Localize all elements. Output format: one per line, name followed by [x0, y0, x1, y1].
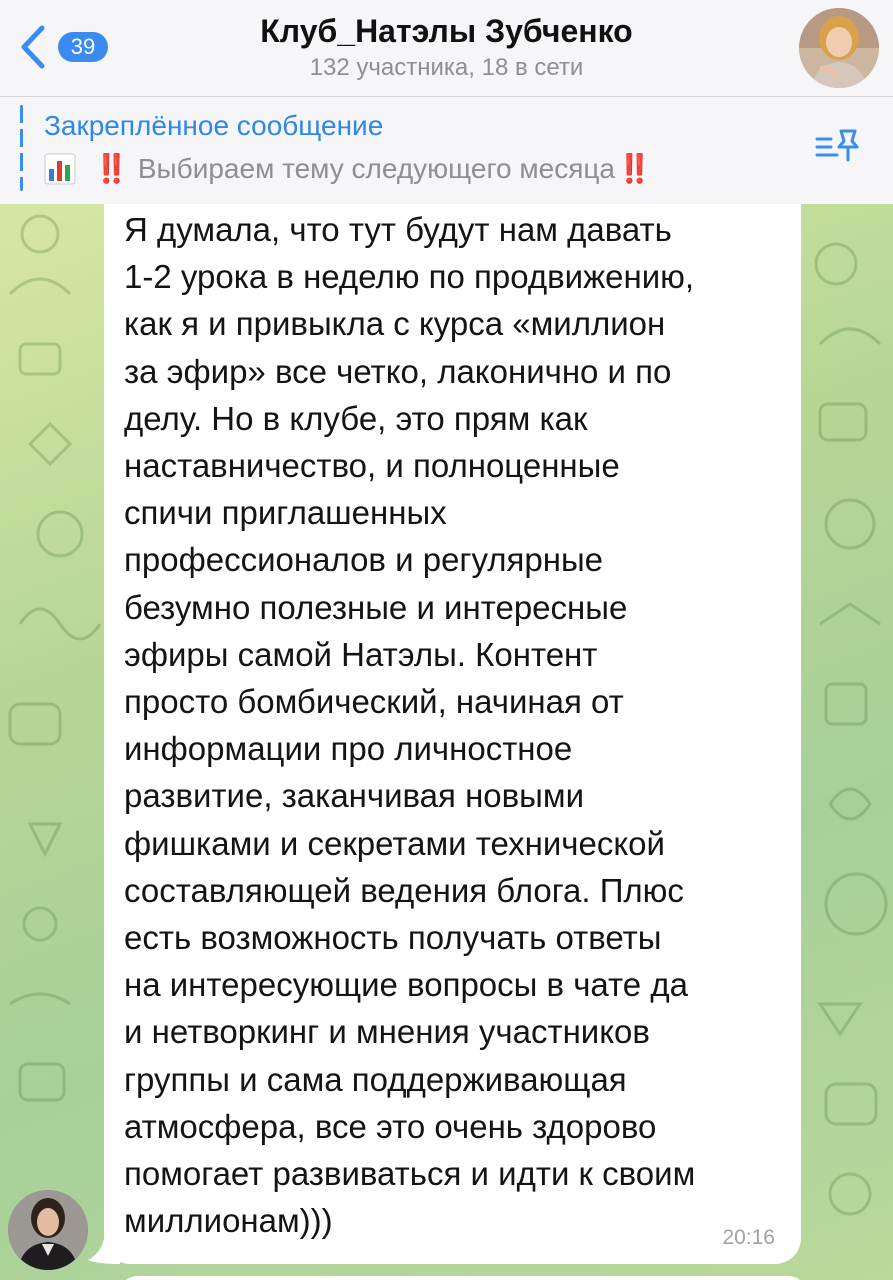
chat-subtitle: 132 участника, 18 в сети: [309, 54, 584, 81]
message-time: 20:16: [722, 1226, 775, 1249]
chat-title: Клуб_Натэлы Зубченко: [260, 13, 633, 49]
double-exclamation-icon: ‼️: [94, 153, 126, 184]
sender-avatar-image: [8, 1190, 88, 1270]
back-button[interactable]: [14, 22, 108, 72]
pinned-message-bar[interactable]: [0, 96, 893, 204]
double-exclamation-icon: ‼️: [617, 153, 649, 184]
next-message-bubble: [118, 1276, 808, 1280]
pin-list-icon[interactable]: [813, 127, 863, 167]
pinned-preview-text: Выбираем тему следующего месяца: [137, 153, 615, 184]
unread-count-badge: 39: [58, 32, 108, 62]
chat-header: [0, 0, 893, 96]
message-text: Я думала, что тут будут нам давать 1-2 урока в неделю по продвижению, как я и привыкла с курса «миллион за эфир» все четко, лаконично и по делу. Но в клубе, это прям как наставничество, и полноценные спичи приглашенных профессионалов и регулярные безумно полезные и интересные эфиры самой Натэлы. Контент просто бомбический, начиная от информации про личностное развитие, заканчивая новыми фишками и секретами технической составляющей ведения блога. Плюс есть возможность получать ответы на интересующие вопросы в чате да и нетворкинг и мнения участников группы и сама поддерживающая атмосфера, все это очень здорово помогает развиваться и идти к своим миллионам))): [124, 211, 696, 1240]
chat-avatar-image: [799, 8, 879, 88]
message-bubble[interactable]: [104, 204, 801, 1264]
chat-avatar[interactable]: [799, 8, 879, 88]
chevron-left-icon: [14, 22, 52, 72]
sender-avatar[interactable]: [8, 1190, 88, 1270]
pinned-preview: [44, 151, 649, 187]
bar-chart-icon: [44, 153, 76, 185]
pinned-title: Закреплённое сообщение: [44, 110, 384, 141]
chat-background[interactable]: [0, 204, 893, 1280]
chat-title-block[interactable]: [200, 10, 693, 84]
pinned-indicator: [20, 105, 23, 191]
